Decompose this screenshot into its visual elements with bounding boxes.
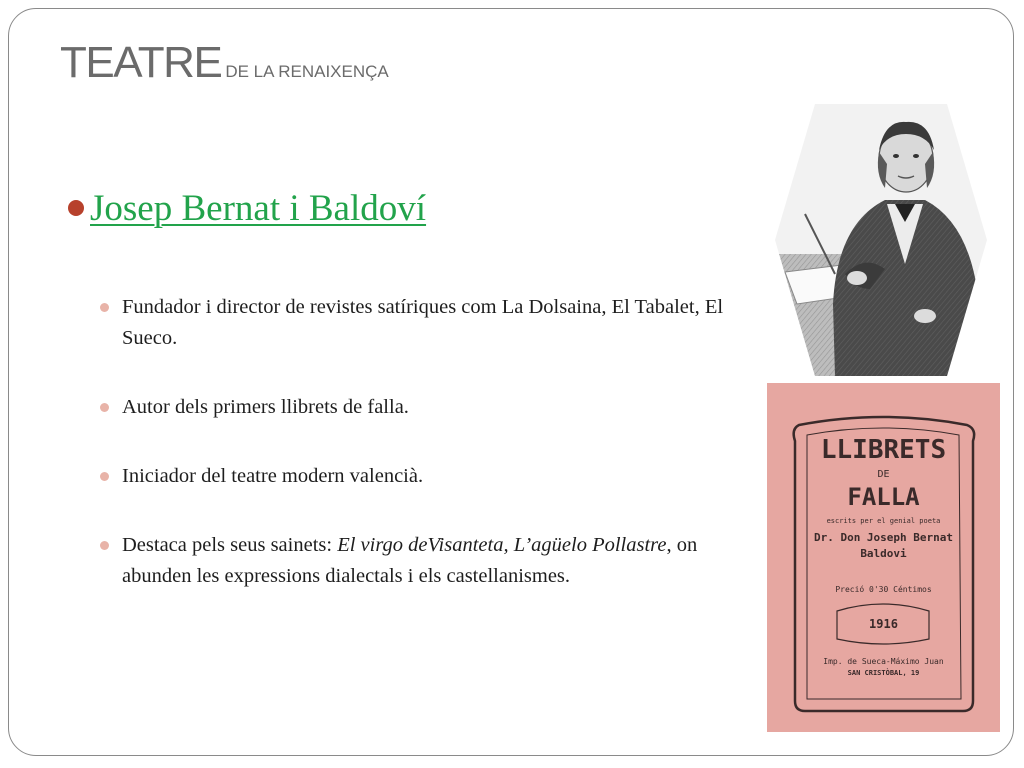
list-item-text: Iniciador del teatre modern valencià.: [122, 465, 424, 487]
cover-line3: FALLA: [847, 483, 920, 511]
list-item: [100, 392, 760, 423]
list-item-text: Fundador i director de revistes satíriques com La Dolsaina, El Tabalet, El Sueco.: [122, 296, 724, 349]
list-item-suffix: , on abunden les expressions dialectals i els castellanismes.: [122, 534, 698, 587]
portrait-image: [775, 104, 987, 376]
list-item: [100, 461, 760, 492]
bullet-icon: [100, 403, 109, 412]
title-main: TEATRE: [60, 38, 222, 87]
cover-line2: DE: [877, 469, 890, 480]
list-item: [100, 530, 760, 592]
heading-link[interactable]: Josep Bernat i Baldoví: [90, 188, 427, 229]
list-item-text: Autor dels primers llibrets de falla.: [122, 396, 409, 418]
bullet-icon: [100, 303, 109, 312]
cover-line4: escrits per el genial poeta: [826, 517, 941, 525]
booklet-cover-image: [767, 383, 1000, 732]
list-item-italic: El virgo deVisanteta, L’agüelo Pollastre: [337, 534, 667, 556]
cover-line1: LLIBRETS: [820, 435, 947, 465]
heading-bullet-icon: [68, 200, 84, 216]
list-item-prefix: Destaca pels seus sainets:: [122, 534, 338, 556]
cover-line8: 1916: [869, 617, 898, 631]
cover-line9: Imp. de Sueca-Máximo Juan: [823, 657, 944, 666]
list-item: [100, 292, 760, 354]
bullet-list: [100, 292, 760, 630]
cover-line10: SAN CRISTÒBAL, 19: [847, 669, 920, 677]
bullet-icon: [100, 541, 109, 550]
bullet-icon: [100, 472, 109, 481]
cover-line5: Dr. Don Joseph Bernat: [813, 531, 954, 544]
heading: [68, 187, 426, 230]
slide-title: [60, 38, 389, 88]
title-sub: DE LA RENAIXENÇA: [225, 62, 389, 81]
cover-line6: Baldovi: [860, 547, 907, 560]
cover-line7: Preció 0'30 Céntimos: [835, 585, 932, 594]
